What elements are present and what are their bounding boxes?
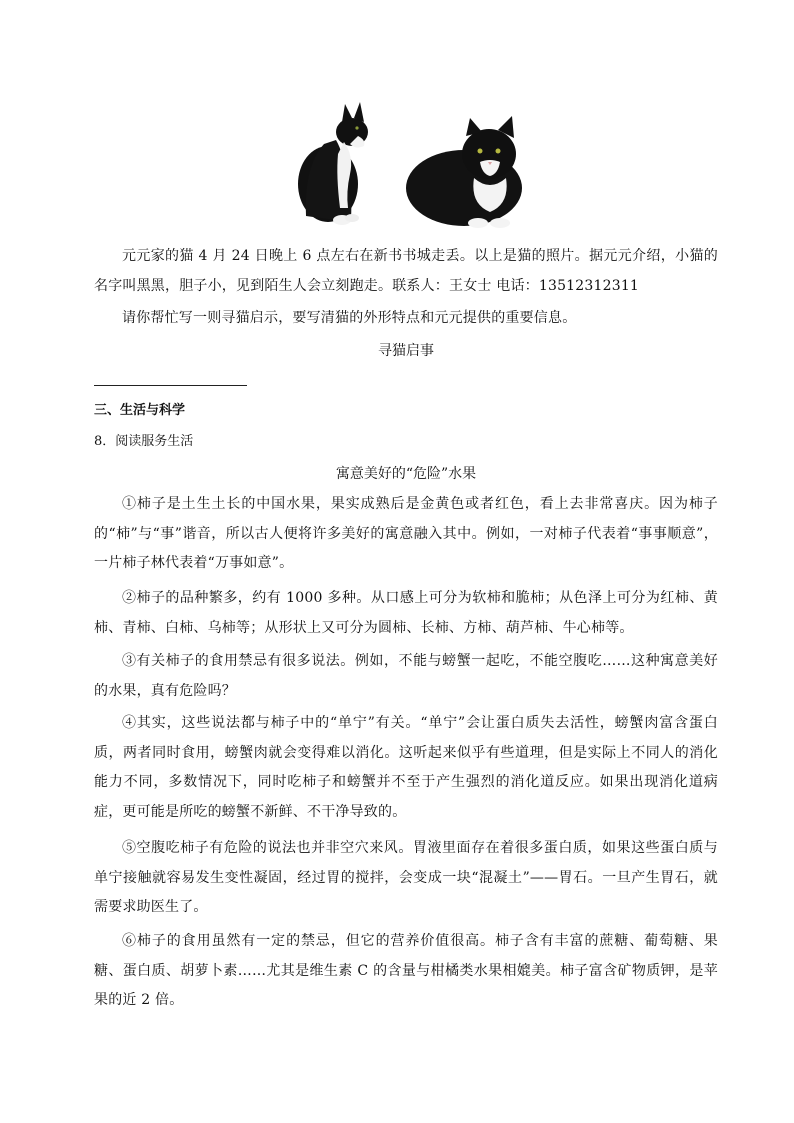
article-paragraph-4: ④其实，这些说法都与柿子中的“单宁”有关。“单宁”会让蛋白质失去活性，螃蟹肉富含蛋白质，两者同时食用，螃蟹肉就会变得难以消化。这听起来似乎有些道理，但是实际上不同人的消化能力不同，多数情况下，同时吃柿子和螃蟹并不至于产生强烈的消化道反应。如果出现消化道病症，更可能是所吃的螃蟹不新鲜、不干净导致的。: [94, 715, 718, 820]
cat-photos: [284, 96, 534, 232]
intro-paragraph: 元元家的猫 4 月 24 日晚上 6 点左右在新书书城走丢。以上是猫的照片。据元元介绍，小猫的名字叫黑黑，胆子小，见到陌生人会立刻跑走。联系人：王女士 电话：13512312311: [94, 248, 718, 294]
article-paragraph-2: ②柿子的品种繁多，约有 1000 多种。从口感上可分为软柿和脆柿；从色泽上可分为红柿、黄柿、青柿、白柿、乌柿等；从形状上又可分为圆柿、长柿、方柿、葫芦柿、牛心柿等。: [94, 590, 718, 636]
notice-title: 寻猫启事: [378, 343, 434, 359]
article-paragraph-6: ⑥柿子的食用虽然有一定的禁忌，但它的营养价值很高。柿子含有丰富的蔗糖、葡萄糖、果糖、蛋白质、胡萝卜素……尤其是维生素 C 的含量与柑橘类水果相媲美。柿子富含矿物质钾，是苹果的近 2 倍。: [94, 933, 718, 1008]
article-paragraph-1: ①柿子是土生土长的中国水果，果实成熟后是金黄色或者红色，看上去非常喜庆。因为柿子的“柿”与“事”谐音，所以古人便将许多美好的寓意融入其中。例如，一对柿子代表着“事事顺意”，一片柿子林代表着“万事如意”。: [94, 496, 718, 571]
section-heading: 三、生活与科学: [94, 403, 186, 418]
article-paragraph-5: ⑤空腹吃柿子有危险的说法也并非空穴来风。胃液里面存在着很多蛋白质，如果这些蛋白质与单宁接触就容易发生变性凝固，经过胃的搅拌，会变成一块“混凝土”——胃石。一旦产生胃石，就需要求助医生了。: [94, 840, 718, 915]
question-label: 8．阅读服务生活: [94, 434, 194, 449]
task-instruction: 请你帮忙写一则寻猫启示，要写清猫的外形特点和元元提供的重要信息。: [122, 310, 577, 326]
article-paragraph-3: ③有关柿子的食用禁忌有很多说法。例如，不能与螃蟹一起吃，不能空腹吃……这种寓意美好的水果，真有危险吗？: [94, 653, 718, 699]
lying-cat-image: [406, 116, 522, 228]
answer-blank-line[interactable]: [94, 385, 247, 386]
article-title: 寓意美好的“危险”水果: [335, 466, 477, 482]
sitting-cat-image: [298, 102, 368, 225]
